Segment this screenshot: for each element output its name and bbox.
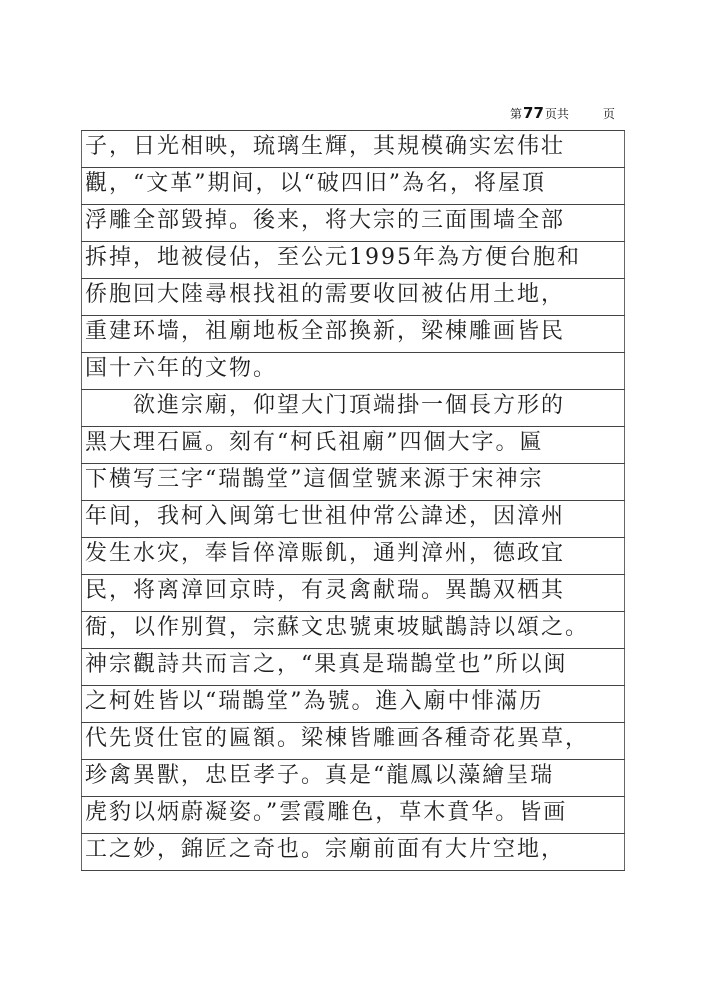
text-line: 年间，我柯入闽第七世祖仲常公諱述，因漳州 [85, 504, 566, 529]
text-line: 代先贤仕宦的匾額。梁棟皆雕画各種奇花異草， [85, 726, 590, 751]
page-number-header [510, 104, 615, 122]
text-line: 重建环墙，祖廟地板全部換新，梁棟雕画皆民 [85, 319, 566, 344]
header-middle: 页共 [544, 107, 569, 121]
text-line: 发生水灾，奉旨倅漳賑飢，通判漳州，德政宜 [85, 541, 566, 566]
text-line: 之柯姓皆以“瑞鵲堂”為號。進入廟中悱滿历 [85, 689, 544, 714]
text-line: 拆掉，地被侵佔，至公元1995年為方便台胞和 [85, 245, 581, 270]
header-prefix: 第 [510, 107, 523, 121]
text-line: 下横写三字“瑞鵲堂”這個堂號来源于宋神宗 [85, 467, 544, 492]
text-line: 国十六年的文物。 [85, 356, 278, 381]
manuscript-grid [81, 130, 625, 871]
page-number: 77 [523, 104, 544, 122]
header-suffix: 页 [602, 107, 615, 121]
ruled-line [81, 870, 625, 871]
text-line: 欲進宗廟，仰望大门頂端掛一個長方形的 [85, 393, 566, 418]
text-line: 虎豹以炳蔚凝姿。”雲霞雕色，草木賁华。皆画 [85, 800, 568, 825]
text-line: 黑大理石匾。刻有“柯氏祖廟”四個大字。匾 [85, 430, 544, 455]
text-line: 子，日光相映，琉璃生輝，其規模确实宏伟壮 [85, 134, 566, 159]
text-line: 衙，以作别賀，宗蘇文忠號東坡賦鵲詩以頌之。 [85, 615, 590, 640]
text-line: 神宗觀詩共而言之，“果真是瑞鵲堂也”所以闽 [85, 652, 568, 677]
text-line: 浮雕全部毀掉。後来，将大宗的三面围墙全部 [85, 208, 566, 233]
text-line: 工之妙，錦匠之奇也。宗廟前面有大片空地， [85, 837, 566, 862]
text-line: 侨胞回大陸尋根找祖的需要收回被佔用土地， [85, 282, 566, 307]
text-line: 珍禽異獸，忠臣孝子。真是“龍鳳以藻繪呈瑞 [85, 763, 555, 788]
text-line: 民，将离漳回京時，有灵禽献瑞。異鵲双栖其 [85, 578, 566, 603]
text-line: 觀，“文革”期间，以“破四旧”為名，将屋頂 [85, 171, 546, 196]
